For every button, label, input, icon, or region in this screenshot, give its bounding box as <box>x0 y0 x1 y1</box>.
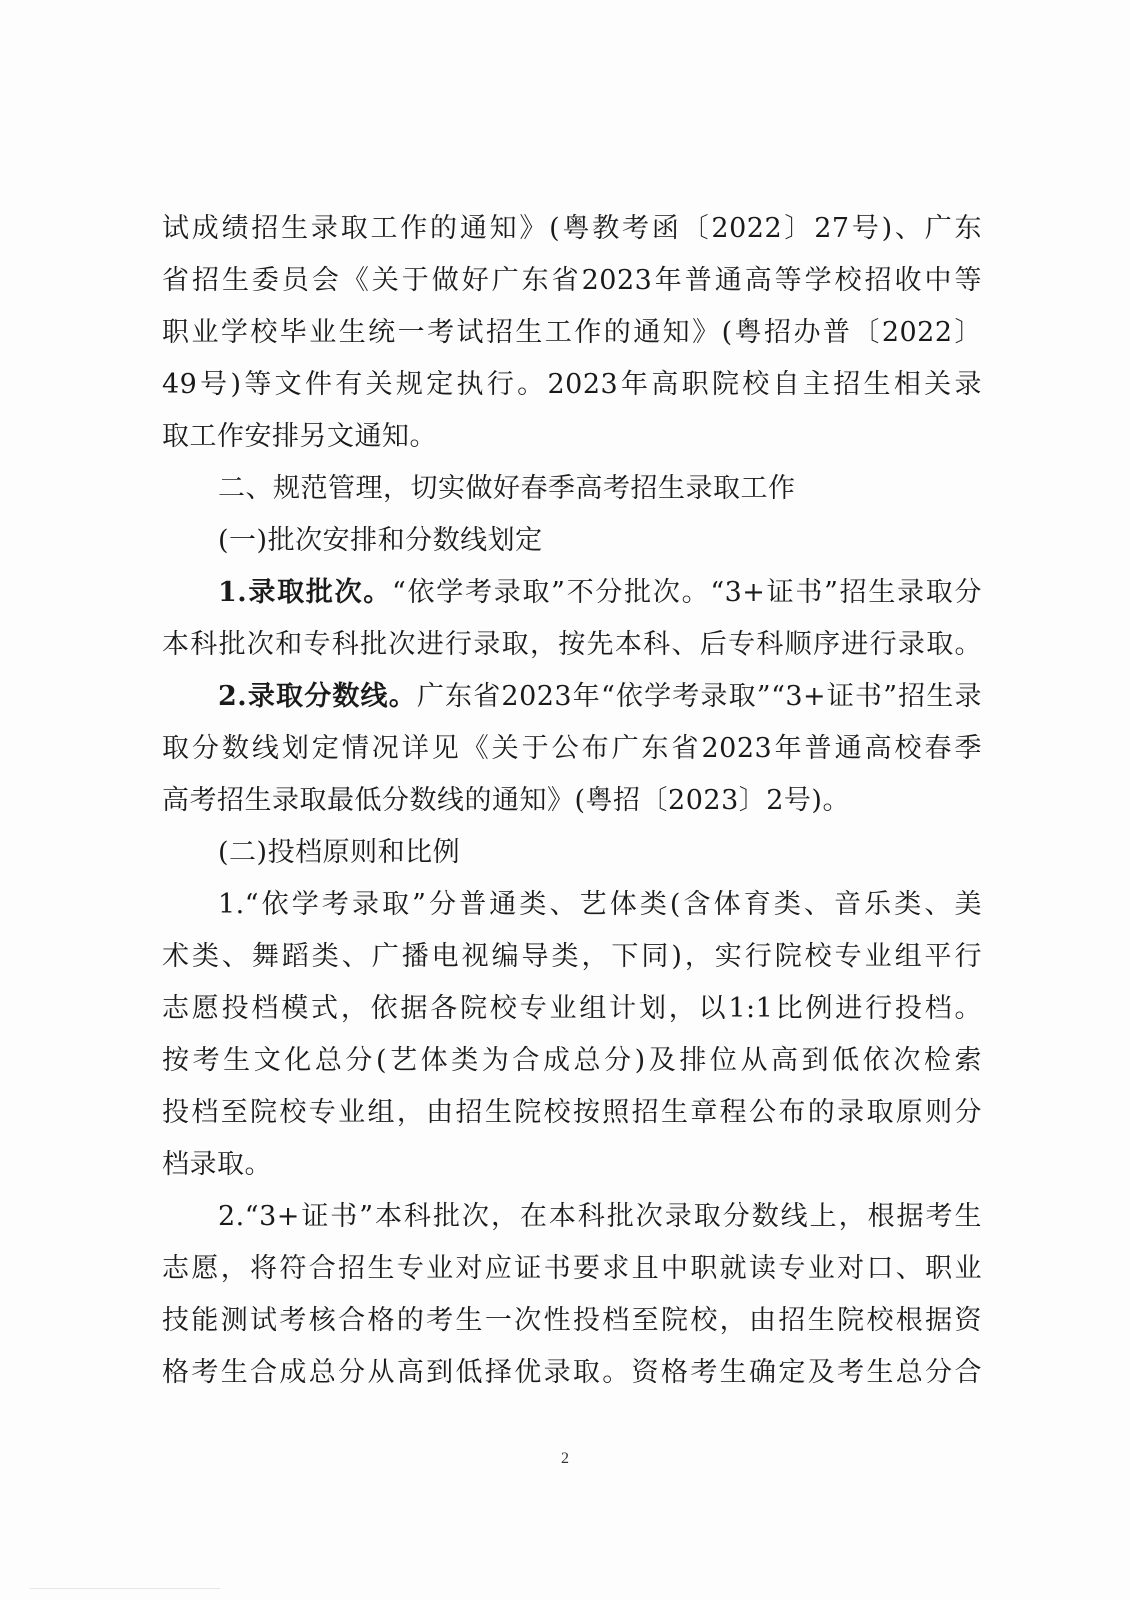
document-body <box>162 203 982 1399</box>
item1-text: “依学考录取”不分批次。“3+证书”招生录取分 <box>392 577 983 608</box>
para4-line: 志愿，将符合招生专业对应证书要求且中职就读专业对口、职业 <box>162 1253 982 1284</box>
page-number: 2 <box>561 1450 569 1467</box>
scan-edge-mark <box>30 1588 220 1589</box>
body-line: 职业学校毕业生统一考试招生工作的通知》(粤招办普〔2022〕 <box>162 317 982 348</box>
item1-line <box>162 567 982 619</box>
item1-line: 本科批次和专科批次进行录取，按先本科、后专科顺序进行录取。 <box>162 629 982 660</box>
para3-line: 术类、舞蹈类、广播电视编导类，下同)，实行院校专业组平行 <box>162 941 982 972</box>
para4-line: 2.“3+证书”本科批次，在本科批次录取分数线上，根据考生 <box>218 1201 982 1232</box>
body-line: 取工作安排另文通知。 <box>162 421 437 452</box>
para4-line: 格考生合成总分从高到低择优录取。资格考生确定及考生总分合 <box>162 1357 982 1388</box>
section-heading: 二、规范管理，切实做好春季高考招生录取工作 <box>218 473 796 504</box>
item2-label: 2.录取分数线。 <box>218 681 417 712</box>
body-line: 省招生委员会《关于做好广东省2023年普通高等学校招收中等 <box>162 265 982 296</box>
item2-text: 广东省2023年“依学考录取”“3+证书”招生录 <box>416 681 983 712</box>
para3-line: 1.“依学考录取”分普通类、艺体类(含体育类、音乐类、美 <box>218 889 982 920</box>
subsection-heading: (一)批次安排和分数线划定 <box>218 525 543 556</box>
body-line: 49号)等文件有关规定执行。2023年高职院校自主招生相关录 <box>162 369 982 400</box>
para3-line: 投档至院校专业组，由招生院校按照招生章程公布的录取原则分 <box>162 1097 982 1128</box>
para4-line: 技能测试考核合格的考生一次性投档至院校，由招生院校根据资 <box>162 1305 982 1336</box>
item2-line <box>162 671 982 723</box>
para3-line: 按考生文化总分(艺体类为合成总分)及排位从高到低依次检索 <box>162 1045 982 1076</box>
subsection-heading: (二)投档原则和比例 <box>218 837 461 868</box>
item2-line: 取分数线划定情况详见《关于公布广东省2023年普通高校春季 <box>162 733 982 764</box>
item2-line: 高考招生录取最低分数线的通知》(粤招〔2023〕2号)。 <box>162 785 850 816</box>
para3-line: 档录取。 <box>162 1149 272 1180</box>
para3-line: 志愿投档模式，依据各院校专业组计划，以1:1比例进行投档。 <box>162 993 982 1024</box>
body-line: 试成绩招生录取工作的通知》(粤教考函〔2022〕27号)、广东 <box>162 213 982 244</box>
item1-label: 1.录取批次。 <box>218 577 393 608</box>
